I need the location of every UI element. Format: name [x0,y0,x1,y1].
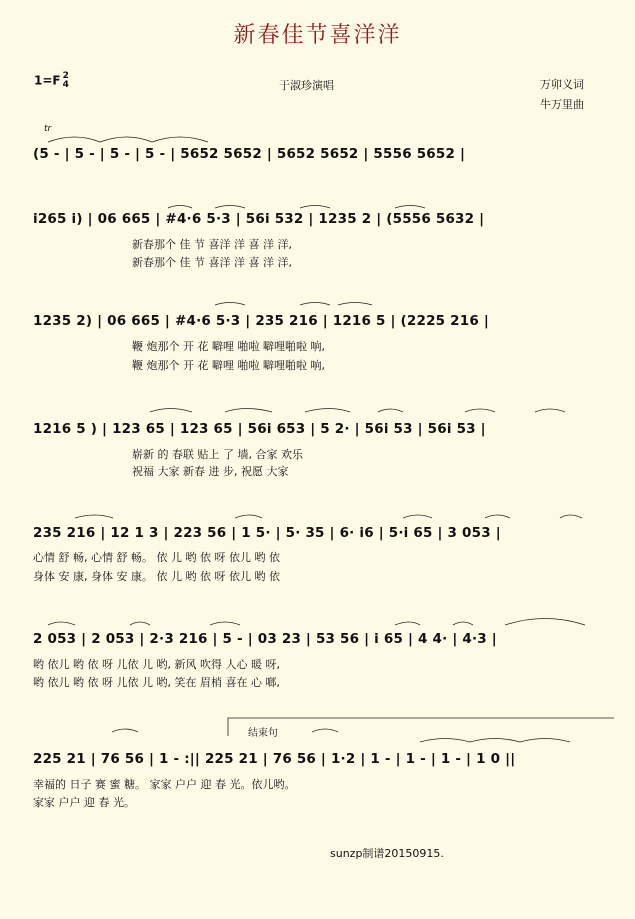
system-2-lyrics-2: 新春那个 佳 节 喜洋 洋 喜 洋 洋, [132,256,292,269]
system-4-lyrics-1: 崭新 的 春联 贴上 了 墙, 合家 欢乐 [132,448,303,461]
composer-credit: 牛万里曲 [540,98,584,111]
tie-arc [420,739,470,743]
tie-arc [470,739,520,743]
tie-arc [152,137,208,142]
slur-arc [403,515,432,518]
slur-arc [48,622,75,625]
system-7-lyrics-2: 家家 户户 迎 春 光。 [33,796,135,809]
slur-arc [312,729,338,732]
slur-arc [305,409,350,413]
slur-arc [210,622,240,625]
slur-arc [535,409,565,412]
slur-arc [225,409,272,413]
system-7-lyrics-1: 幸福的 日子 赛 蜜 糖。 家家 户户 迎 春 光。依儿哟。 [33,778,296,791]
tie-arc [100,137,152,142]
system-5-lyrics-2: 身体 安 康, 身体 安 康。 依 儿 哟 依 呀 依儿 哟 依 [33,570,280,583]
time-signature-bottom: 4 [62,80,69,90]
singer-credit: 于淑珍演唱 [279,79,334,92]
transcriber-credit: sunzp制谱20150915. [330,847,444,860]
slur-arc [395,622,420,625]
song-title: 新春佳节喜洋洋 [233,23,402,48]
slur-arc [150,409,192,413]
slur-arc [215,303,245,306]
slur-arc [215,206,245,209]
system-2-notes: i265 i) | 06 665 | #4·6 5·3 | 56i 532 | 1235 2 | (5556 5632 | [33,211,485,227]
slur-arc [130,622,150,625]
system-3-lyrics-1: 鞭 炮那个 开 花 噼哩 啪啦 噼哩啪啦 响, [132,340,325,353]
system-5-notes: 235 216 | 12 1 3 | 223 56 | 1 5· | 5· 35 | 6· i6 | 5·i 65 | 3 053 | [33,525,501,541]
slur-arc [300,303,330,306]
slur-arc [465,409,495,412]
lyricist-credit: 万卯义词 [540,78,584,91]
slur-arc [378,409,403,412]
system-4-lyrics-2: 祝福 大家 新春 进 步, 祝愿 大家 [132,465,289,478]
slur-arc [485,515,510,518]
slur-arc [560,515,582,518]
ending-label: 结束句 [248,728,278,739]
system-6-lyrics-1: 哟 依儿 哟 依 呀 儿依 儿 哟, 新风 吹得 人心 暖 呀, [33,658,280,671]
system-3-lyrics-2: 鞭 炮那个 开 花 噼哩 啪啦 噼哩啪啦 响, [132,359,325,372]
system-3-notes: 1235 2) | 06 665 | #4·6 5·3 | 235 216 | 1216 5 | (2225 216 | [33,313,489,329]
slur-arc [112,729,138,732]
system-2-lyrics-1: 新春那个 佳 节 喜洋 洋 喜 洋 洋, [132,238,292,251]
system-1-notes: (5 - | 5 - | 5 - | 5 - | 5652 5652 | 5652 5652 | 5556 5652 | [33,146,466,162]
tie-arc [520,739,570,743]
slur-arc [235,515,262,518]
time-signature-top: 2 [62,71,69,81]
slur-arc [338,303,372,306]
slur-arc [395,206,425,209]
slur-arc [75,515,113,518]
ending-bracket [228,718,614,736]
trill-mark: tr [44,124,52,134]
tie-arc [48,137,100,142]
slur-arc [168,206,192,209]
key-label: 1=F [34,73,61,88]
system-6-notes: 2 053 | 2 053 | 2·3 216 | 5 - | 03 23 | 53 56 | i 65 | 4 4· | 4·3 | [33,631,497,647]
system-5-lyrics-1: 心情 舒 畅, 心情 舒 畅。 依 儿 哟 依 呀 依儿 哟 依 [33,551,280,564]
system-4-notes: 1216 5 ) | 123 65 | 123 65 | 56i 653 | 5 2· | 56i 53 | 56i 53 | [33,421,486,437]
system-7-notes: 225 21 | 76 56 | 1 - :|| 225 21 | 76 56 | 1·2 | 1 - | 1 - | 1 - | 1 0 || [33,751,516,767]
slur-arc [300,206,330,209]
slur-arc [505,619,585,626]
slur-arc [453,622,473,625]
system-6-lyrics-2: 哟 依儿 哟 依 呀 儿依 儿 哟, 笑在 眉梢 喜在 心 啷, [33,676,280,689]
